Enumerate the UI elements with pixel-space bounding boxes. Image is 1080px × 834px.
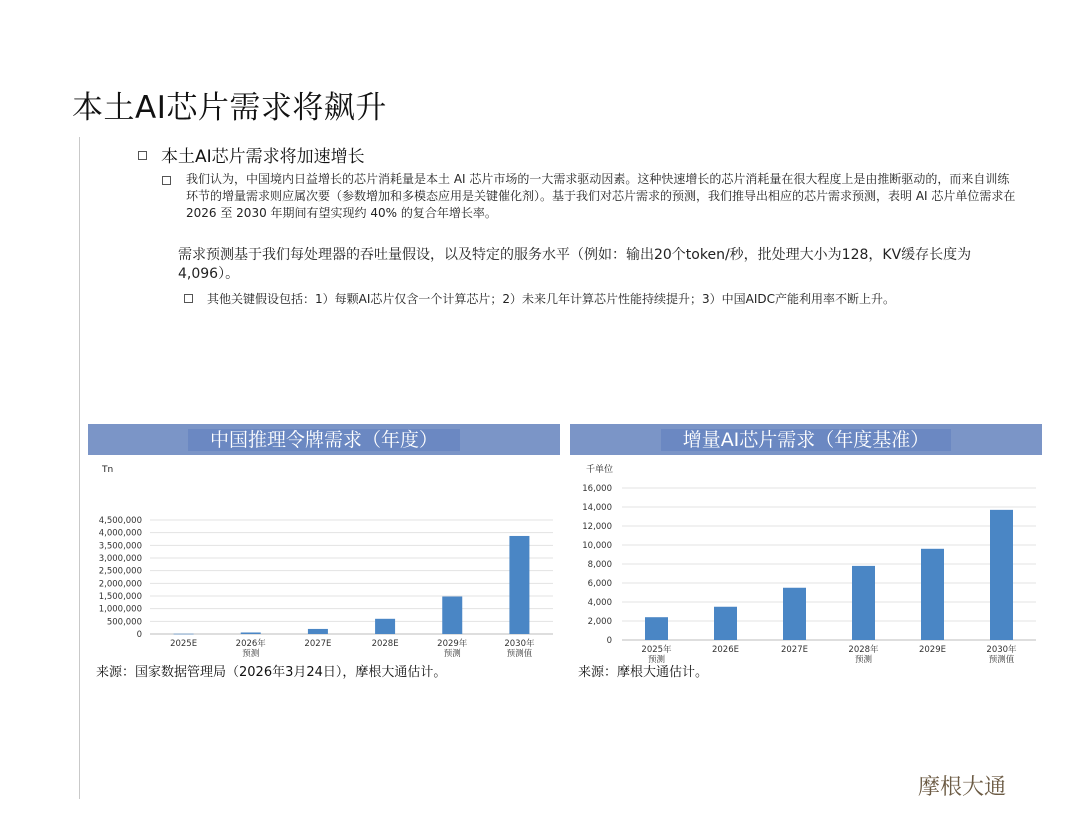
y-tick-label: 3,500,000 — [98, 541, 142, 552]
y-tick-label: 8,000 — [587, 560, 612, 570]
y-tick-label: 16,000 — [582, 484, 612, 494]
x-tick-label: 2026年预测 — [235, 639, 266, 659]
chart-header — [570, 424, 1042, 455]
x-tick-label: 2028E — [371, 639, 399, 649]
chart-title: 增量AI芯片需求（年度基准） — [661, 429, 952, 451]
assumptions-text: 其他关键假设包括：1）每颗AI芯片仅含一个计算芯片；2）未来几年计算芯片性能持续提升；3）中国AIDC产能利用率不断上升。 — [207, 292, 896, 306]
bar — [714, 607, 737, 640]
paragraph-1: 我们认为，中国境内日益增长的芯片消耗量是本土 AI 芯片市场的一大需求驱动因素。这种快速增长的芯片消耗量在很大程度上是由推断驱动的，而来自训练环节的增量需求则应属次要（参数增加和多模态应用是关键催化剂）。基于我们对芯片需求的预测，我们推导出相应的芯片需求预测，表明 AI 芯片单位需求在 2026 至 2030 年期间有望实现约 40% 的复合年增长率。 — [186, 172, 1016, 220]
chip-demand-chart-panel — [570, 424, 1042, 665]
y-tick-label: 2,000 — [587, 617, 612, 627]
x-tick-label: 2025E — [170, 639, 198, 649]
paragraph-2: 需求预测基于我们每处理器的吞吐量假设，以及特定的服务水平（例如：输出20个token/秒，批处理大小为128，KV缓存长度为4,096）。 — [178, 247, 972, 282]
bar — [852, 566, 875, 640]
y-tick-label: 1,500,000 — [98, 592, 142, 602]
bar — [174, 634, 194, 635]
bar — [645, 617, 668, 640]
x-tick-label: 2029年预测 — [437, 639, 468, 659]
x-tick-label: 2025年预测 — [641, 645, 672, 665]
page-title: 本土AI芯片需求将飙升 — [72, 90, 387, 126]
x-tick-label: 2028年预测 — [848, 645, 879, 665]
token-demand-chart — [88, 456, 560, 659]
x-tick-label: 2027E — [780, 645, 809, 655]
bar — [375, 619, 395, 634]
y-tick-label: 3,000,000 — [98, 554, 142, 564]
y-tick-label: 1,000,000 — [98, 604, 142, 615]
section-heading — [138, 142, 365, 167]
y-tick-label: 10,000 — [582, 541, 612, 551]
company-logo-text: 摩根大通 — [918, 775, 1007, 800]
token-demand-chart-panel — [88, 424, 560, 659]
x-tick-label: 2026E — [711, 645, 740, 655]
checkbox-bullet-icon — [138, 151, 147, 160]
y-tick-label: 14,000 — [582, 503, 612, 513]
y-tick-label: 0 — [606, 636, 612, 646]
checkbox-bullet-icon — [162, 176, 171, 185]
left-divider — [79, 137, 80, 799]
x-tick-label: 2030年预测值 — [986, 645, 1017, 665]
x-tick-label: 2029E — [918, 645, 947, 655]
section-heading-text: 本土AI芯片需求将加速增长 — [161, 147, 365, 167]
checkbox-bullet-icon — [184, 294, 193, 303]
source-note-right: 来源：摩根大通估计。 — [578, 665, 709, 680]
chip-demand-chart — [570, 456, 1042, 665]
y-tick-label: 12,000 — [582, 522, 612, 532]
bar — [241, 632, 261, 634]
chart-header — [88, 424, 560, 455]
y-tick-label: 2,000,000 — [98, 579, 142, 590]
y-axis-unit-label: 千单位 — [586, 465, 614, 475]
y-tick-label: 6,000 — [587, 579, 612, 589]
y-tick-label: 4,500,000 — [98, 516, 142, 526]
bar — [921, 549, 944, 640]
x-tick-label: 2030年预测值 — [504, 639, 535, 659]
assumptions-bullet — [184, 290, 895, 307]
bar — [509, 536, 529, 634]
chart-title: 中国推理令牌需求（年度） — [188, 429, 460, 451]
x-tick-label: 2027E — [304, 639, 332, 649]
y-tick-label: 0 — [136, 630, 142, 640]
bar — [308, 629, 328, 634]
y-tick-label: 4,000,000 — [98, 528, 142, 539]
y-tick-label: 2,500,000 — [98, 566, 142, 577]
y-tick-label: 500,000 — [106, 617, 142, 628]
bar — [990, 510, 1013, 640]
bar — [442, 597, 462, 634]
y-tick-label: 4,000 — [587, 598, 612, 608]
source-note-left: 来源：国家数据管理局（2026年3月24日），摩根大通估计。 — [96, 665, 447, 680]
y-axis-unit-label: Tn — [102, 465, 114, 475]
bar — [783, 588, 806, 640]
